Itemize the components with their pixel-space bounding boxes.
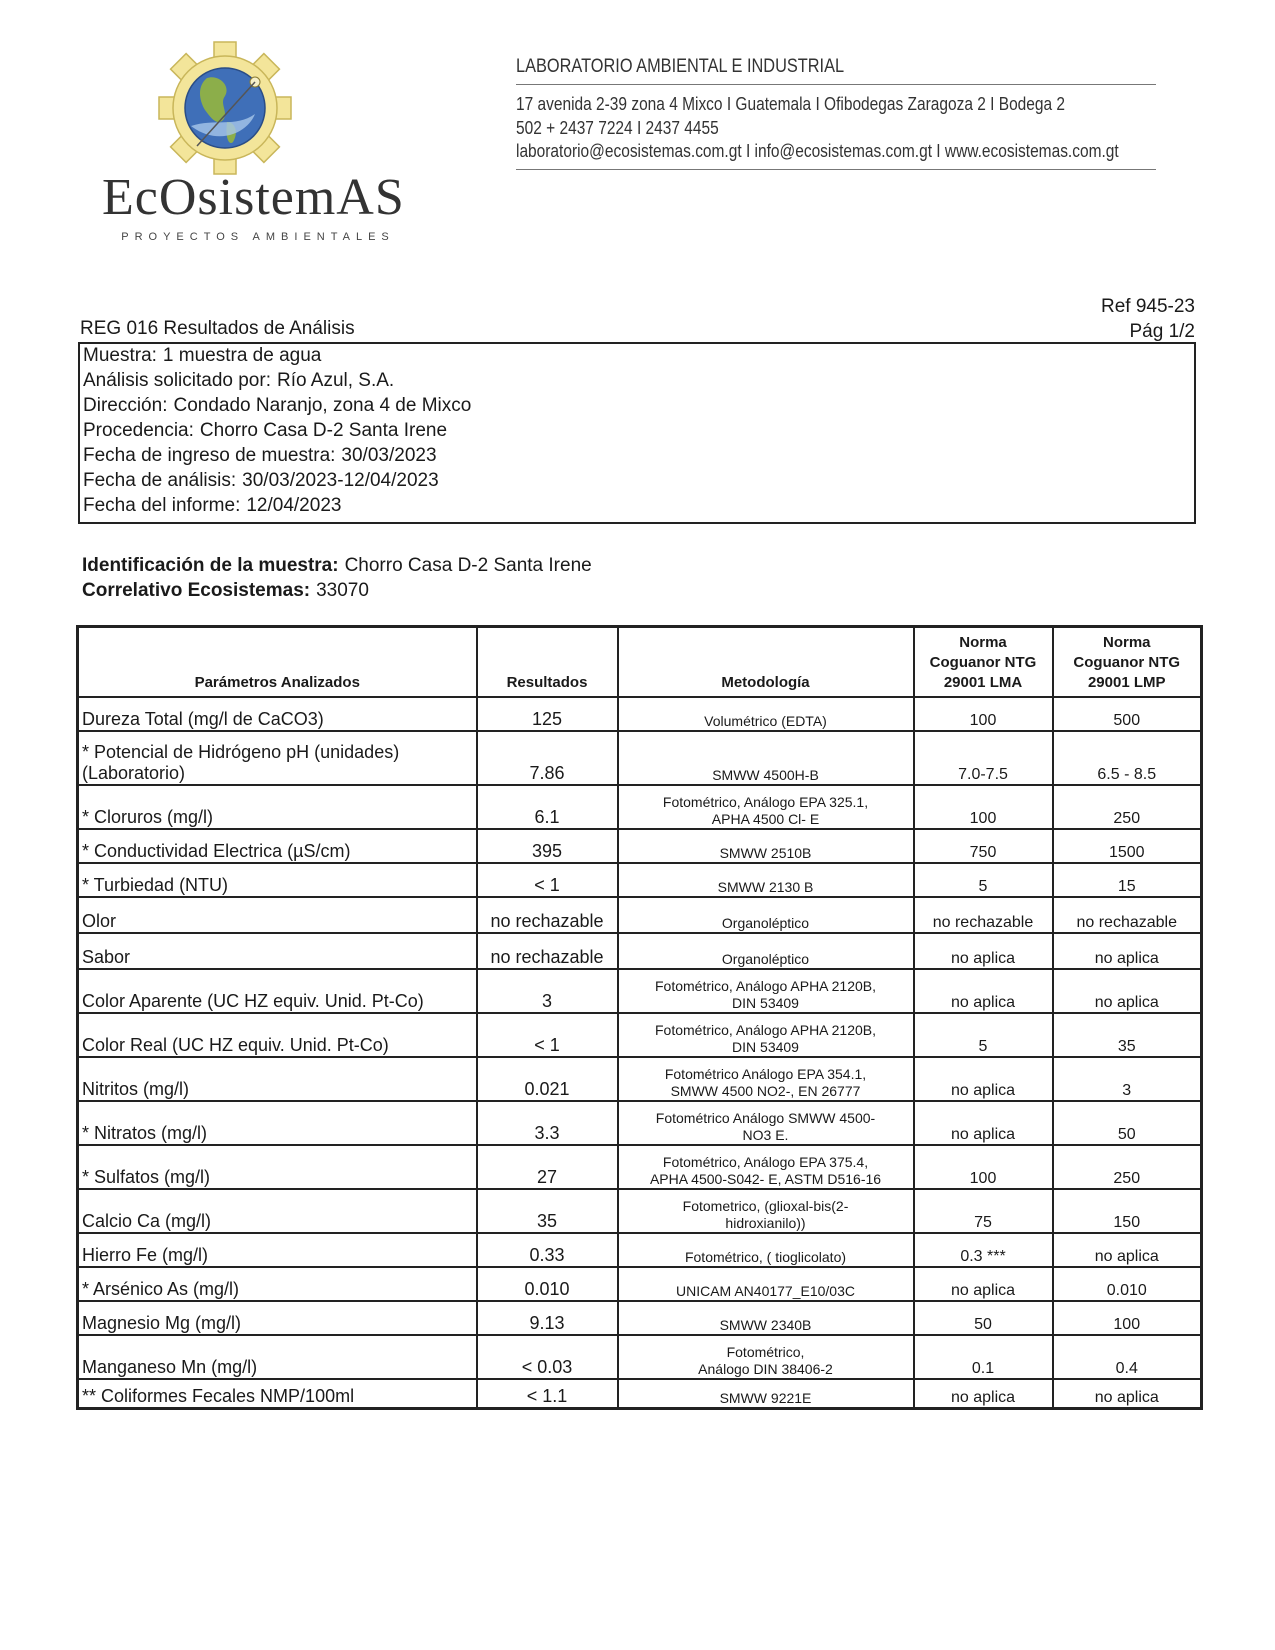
table-body <box>78 697 1202 1409</box>
result-cell: 7.86 <box>477 731 618 785</box>
param-cell: * Nitratos (mg/l) <box>78 1101 477 1145</box>
result-cell: 125 <box>477 697 618 731</box>
lma-cell: no aplica <box>914 1267 1053 1301</box>
method-cell: SMWW 2130 B <box>618 863 914 897</box>
lma-cell: 0.1 <box>914 1335 1053 1379</box>
param-cell: Sabor <box>78 933 477 969</box>
param-cell: * Turbiedad (NTU) <box>78 863 477 897</box>
method-cell: Fotométrico, Análogo APHA 2120B, DIN 53409 <box>618 1013 914 1057</box>
method-cell: SMWW 2510B <box>618 829 914 863</box>
lma-cell: no aplica <box>914 969 1053 1013</box>
report-title: REG 016 Resultados de Análisis <box>80 318 355 339</box>
method-cell: Fotométrico, Análogo DIN 38406-2 <box>618 1335 914 1379</box>
param-cell: Nitritos (mg/l) <box>78 1057 477 1101</box>
lmp-cell: no aplica <box>1053 1379 1202 1409</box>
table-row <box>78 1189 1202 1233</box>
method-cell: UNICAM AN40177_E10/03C <box>618 1267 914 1301</box>
method-cell: Volumétrico (EDTA) <box>618 697 914 731</box>
col-header-result: Resultados <box>477 627 618 697</box>
lma-cell: 750 <box>914 829 1053 863</box>
table-row <box>78 697 1202 731</box>
col-header-param: Parámetros Analizados <box>78 627 477 697</box>
table-row <box>78 1101 1202 1145</box>
lmp-cell: 150 <box>1053 1189 1202 1233</box>
result-cell: 6.1 <box>477 785 618 829</box>
result-cell: 9.13 <box>477 1301 618 1335</box>
lma-cell: no aplica <box>914 1057 1053 1101</box>
lmp-cell: no aplica <box>1053 969 1202 1013</box>
method-cell: Fotométrico, Análogo APHA 2120B, DIN 53409 <box>618 969 914 1013</box>
method-cell: Organoléptico <box>618 897 914 933</box>
param-cell: Color Aparente (UC HZ equiv. Unid. Pt-Co) <box>78 969 477 1013</box>
result-cell: < 1 <box>477 863 618 897</box>
result-cell: 35 <box>477 1189 618 1233</box>
method-cell: Organoléptico <box>618 933 914 969</box>
lmp-cell: 250 <box>1053 785 1202 829</box>
method-cell: Fotometrico, (glioxal-bis(2- hidroxianilo)) <box>618 1189 914 1233</box>
lmp-cell: 6.5 - 8.5 <box>1053 731 1202 785</box>
info-line: Fecha de análisis: 30/03/2023-12/04/2023 <box>83 470 439 491</box>
lmp-cell: 15 <box>1053 863 1202 897</box>
result-cell: < 1.1 <box>477 1379 618 1409</box>
result-cell: no rechazable <box>477 897 618 933</box>
table-row <box>78 1335 1202 1379</box>
lma-cell: 0.3 *** <box>914 1233 1053 1267</box>
col-header-method: Metodología <box>618 627 914 697</box>
lab-contact: laboratorio@ecosistemas.com.gt I info@ecosistemas.com.gt I www.ecosistemas.com.gt <box>516 141 1119 161</box>
lmp-cell: no aplica <box>1053 933 1202 969</box>
lmp-cell: no rechazable <box>1053 897 1202 933</box>
info-line: Muestra: 1 muestra de agua <box>83 345 322 366</box>
param-cell: Manganeso Mn (mg/l) <box>78 1335 477 1379</box>
table-header-row <box>78 627 1202 697</box>
info-line: Análisis solicitado por: Río Azul, S.A. <box>83 370 395 391</box>
result-cell: 3 <box>477 969 618 1013</box>
info-line: Fecha de ingreso de muestra: 30/03/2023 <box>83 445 437 466</box>
lab-address: 17 avenida 2-39 zona 4 Mixco I Guatemala I Ofibodegas Zaragoza 2 I Bodega 2 <box>516 94 1066 114</box>
lmp-cell: 0.4 <box>1053 1335 1202 1379</box>
gear-globe-icon <box>80 40 400 180</box>
lmp-cell: 1500 <box>1053 829 1202 863</box>
info-line: Dirección: Condado Naranjo, zona 4 de Mixco <box>83 395 472 416</box>
lma-cell: 50 <box>914 1301 1053 1335</box>
param-cell: * Potencial de Hidrógeno pH (unidades) (Laboratorio) <box>78 731 477 785</box>
lma-cell: 5 <box>914 863 1053 897</box>
param-cell: Olor <box>78 897 477 933</box>
param-cell: * Conductividad Electrica (µS/cm) <box>78 829 477 863</box>
table-row <box>78 1145 1202 1189</box>
lmp-cell: 50 <box>1053 1101 1202 1145</box>
info-line: Procedencia: Chorro Casa D-2 Santa Irene <box>83 420 448 441</box>
lab-title: LABORATORIO AMBIENTAL E INDUSTRIAL <box>516 56 845 77</box>
table-row <box>78 785 1202 829</box>
method-cell: Fotométrico Análogo SMWW 4500- NO3 E. <box>618 1101 914 1145</box>
page-number: Pág 1/2 <box>1129 321 1195 342</box>
lmp-cell: 0.010 <box>1053 1267 1202 1301</box>
param-cell: ** Coliformes Fecales NMP/100ml <box>78 1379 477 1409</box>
method-cell: SMWW 4500H-B <box>618 731 914 785</box>
result-cell: 0.021 <box>477 1057 618 1101</box>
sample-id: Identificación de la muestra: Chorro Casa D-2 Santa Irene <box>82 555 592 576</box>
lab-phones: 502 + 2437 7224 I 2437 4455 <box>516 118 719 138</box>
lma-cell: no rechazable <box>914 897 1053 933</box>
col-header-lmp: Norma Coguanor NTG 29001 LMP <box>1053 627 1202 697</box>
table-row <box>78 933 1202 969</box>
table-row <box>78 1301 1202 1335</box>
param-cell: Calcio Ca (mg/l) <box>78 1189 477 1233</box>
table-row <box>78 1233 1202 1267</box>
result-cell: 0.33 <box>477 1233 618 1267</box>
lmp-cell: 35 <box>1053 1013 1202 1057</box>
method-cell: Fotométrico, ( tioglicolato) <box>618 1233 914 1267</box>
result-cell: < 0.03 <box>477 1335 618 1379</box>
header-divider <box>516 84 1156 85</box>
lma-cell: no aplica <box>914 1379 1053 1409</box>
table-row <box>78 1057 1202 1101</box>
table-row <box>78 969 1202 1013</box>
sample-correlative: Correlativo Ecosistemas: 33070 <box>82 580 369 601</box>
result-cell: 0.010 <box>477 1267 618 1301</box>
method-cell: SMWW 9221E <box>618 1379 914 1409</box>
table-row <box>78 829 1202 863</box>
table-row <box>78 731 1202 785</box>
results-table <box>76 625 1203 1410</box>
report-info-box <box>78 342 1196 524</box>
lma-cell: 100 <box>914 1145 1053 1189</box>
table-row <box>78 863 1202 897</box>
lma-cell: no aplica <box>914 933 1053 969</box>
method-cell: SMWW 2340B <box>618 1301 914 1335</box>
lmp-cell: 500 <box>1053 697 1202 731</box>
param-cell: Dureza Total (mg/l de CaCO3) <box>78 697 477 731</box>
param-cell: Magnesio Mg (mg/l) <box>78 1301 477 1335</box>
ref-number: Ref 945-23 <box>1100 296 1195 317</box>
lmp-cell: 250 <box>1053 1145 1202 1189</box>
table-row <box>78 1379 1202 1409</box>
company-logo <box>80 40 405 250</box>
result-cell: 3.3 <box>477 1101 618 1145</box>
result-cell: 27 <box>477 1145 618 1189</box>
lma-cell: no aplica <box>914 1101 1053 1145</box>
method-cell: Fotométrico Análogo EPA 354.1, SMWW 4500 NO2-, EN 26777 <box>618 1057 914 1101</box>
lmp-cell: no aplica <box>1053 1233 1202 1267</box>
lma-cell: 5 <box>914 1013 1053 1057</box>
result-cell: no rechazable <box>477 933 618 969</box>
result-cell: 395 <box>477 829 618 863</box>
lmp-cell: 3 <box>1053 1057 1202 1101</box>
logo-tagline: PROYECTOS AMBIENTALES <box>121 231 395 243</box>
logo-brand-text: EcOsistemAS <box>102 169 405 226</box>
param-cell: Color Real (UC HZ equiv. Unid. Pt-Co) <box>78 1013 477 1057</box>
table-row <box>78 1013 1202 1057</box>
param-cell: Hierro Fe (mg/l) <box>78 1233 477 1267</box>
table-row <box>78 897 1202 933</box>
param-cell: * Arsénico As (mg/l) <box>78 1267 477 1301</box>
header-divider <box>516 169 1156 170</box>
param-cell: * Cloruros (mg/l) <box>78 785 477 829</box>
info-line: Fecha del informe: 12/04/2023 <box>83 495 342 516</box>
result-cell: < 1 <box>477 1013 618 1057</box>
lmp-cell: 100 <box>1053 1301 1202 1335</box>
lma-cell: 75 <box>914 1189 1053 1233</box>
lma-cell: 7.0-7.5 <box>914 731 1053 785</box>
table-row <box>78 1267 1202 1301</box>
col-header-lma: Norma Coguanor NTG 29001 LMA <box>914 627 1053 697</box>
method-cell: Fotométrico, Análogo EPA 375.4, APHA 4500-S042- E, ASTM D516-16 <box>618 1145 914 1189</box>
param-cell: * Sulfatos (mg/l) <box>78 1145 477 1189</box>
lma-cell: 100 <box>914 697 1053 731</box>
lma-cell: 100 <box>914 785 1053 829</box>
method-cell: Fotométrico, Análogo EPA 325.1, APHA 4500 Cl- E <box>618 785 914 829</box>
